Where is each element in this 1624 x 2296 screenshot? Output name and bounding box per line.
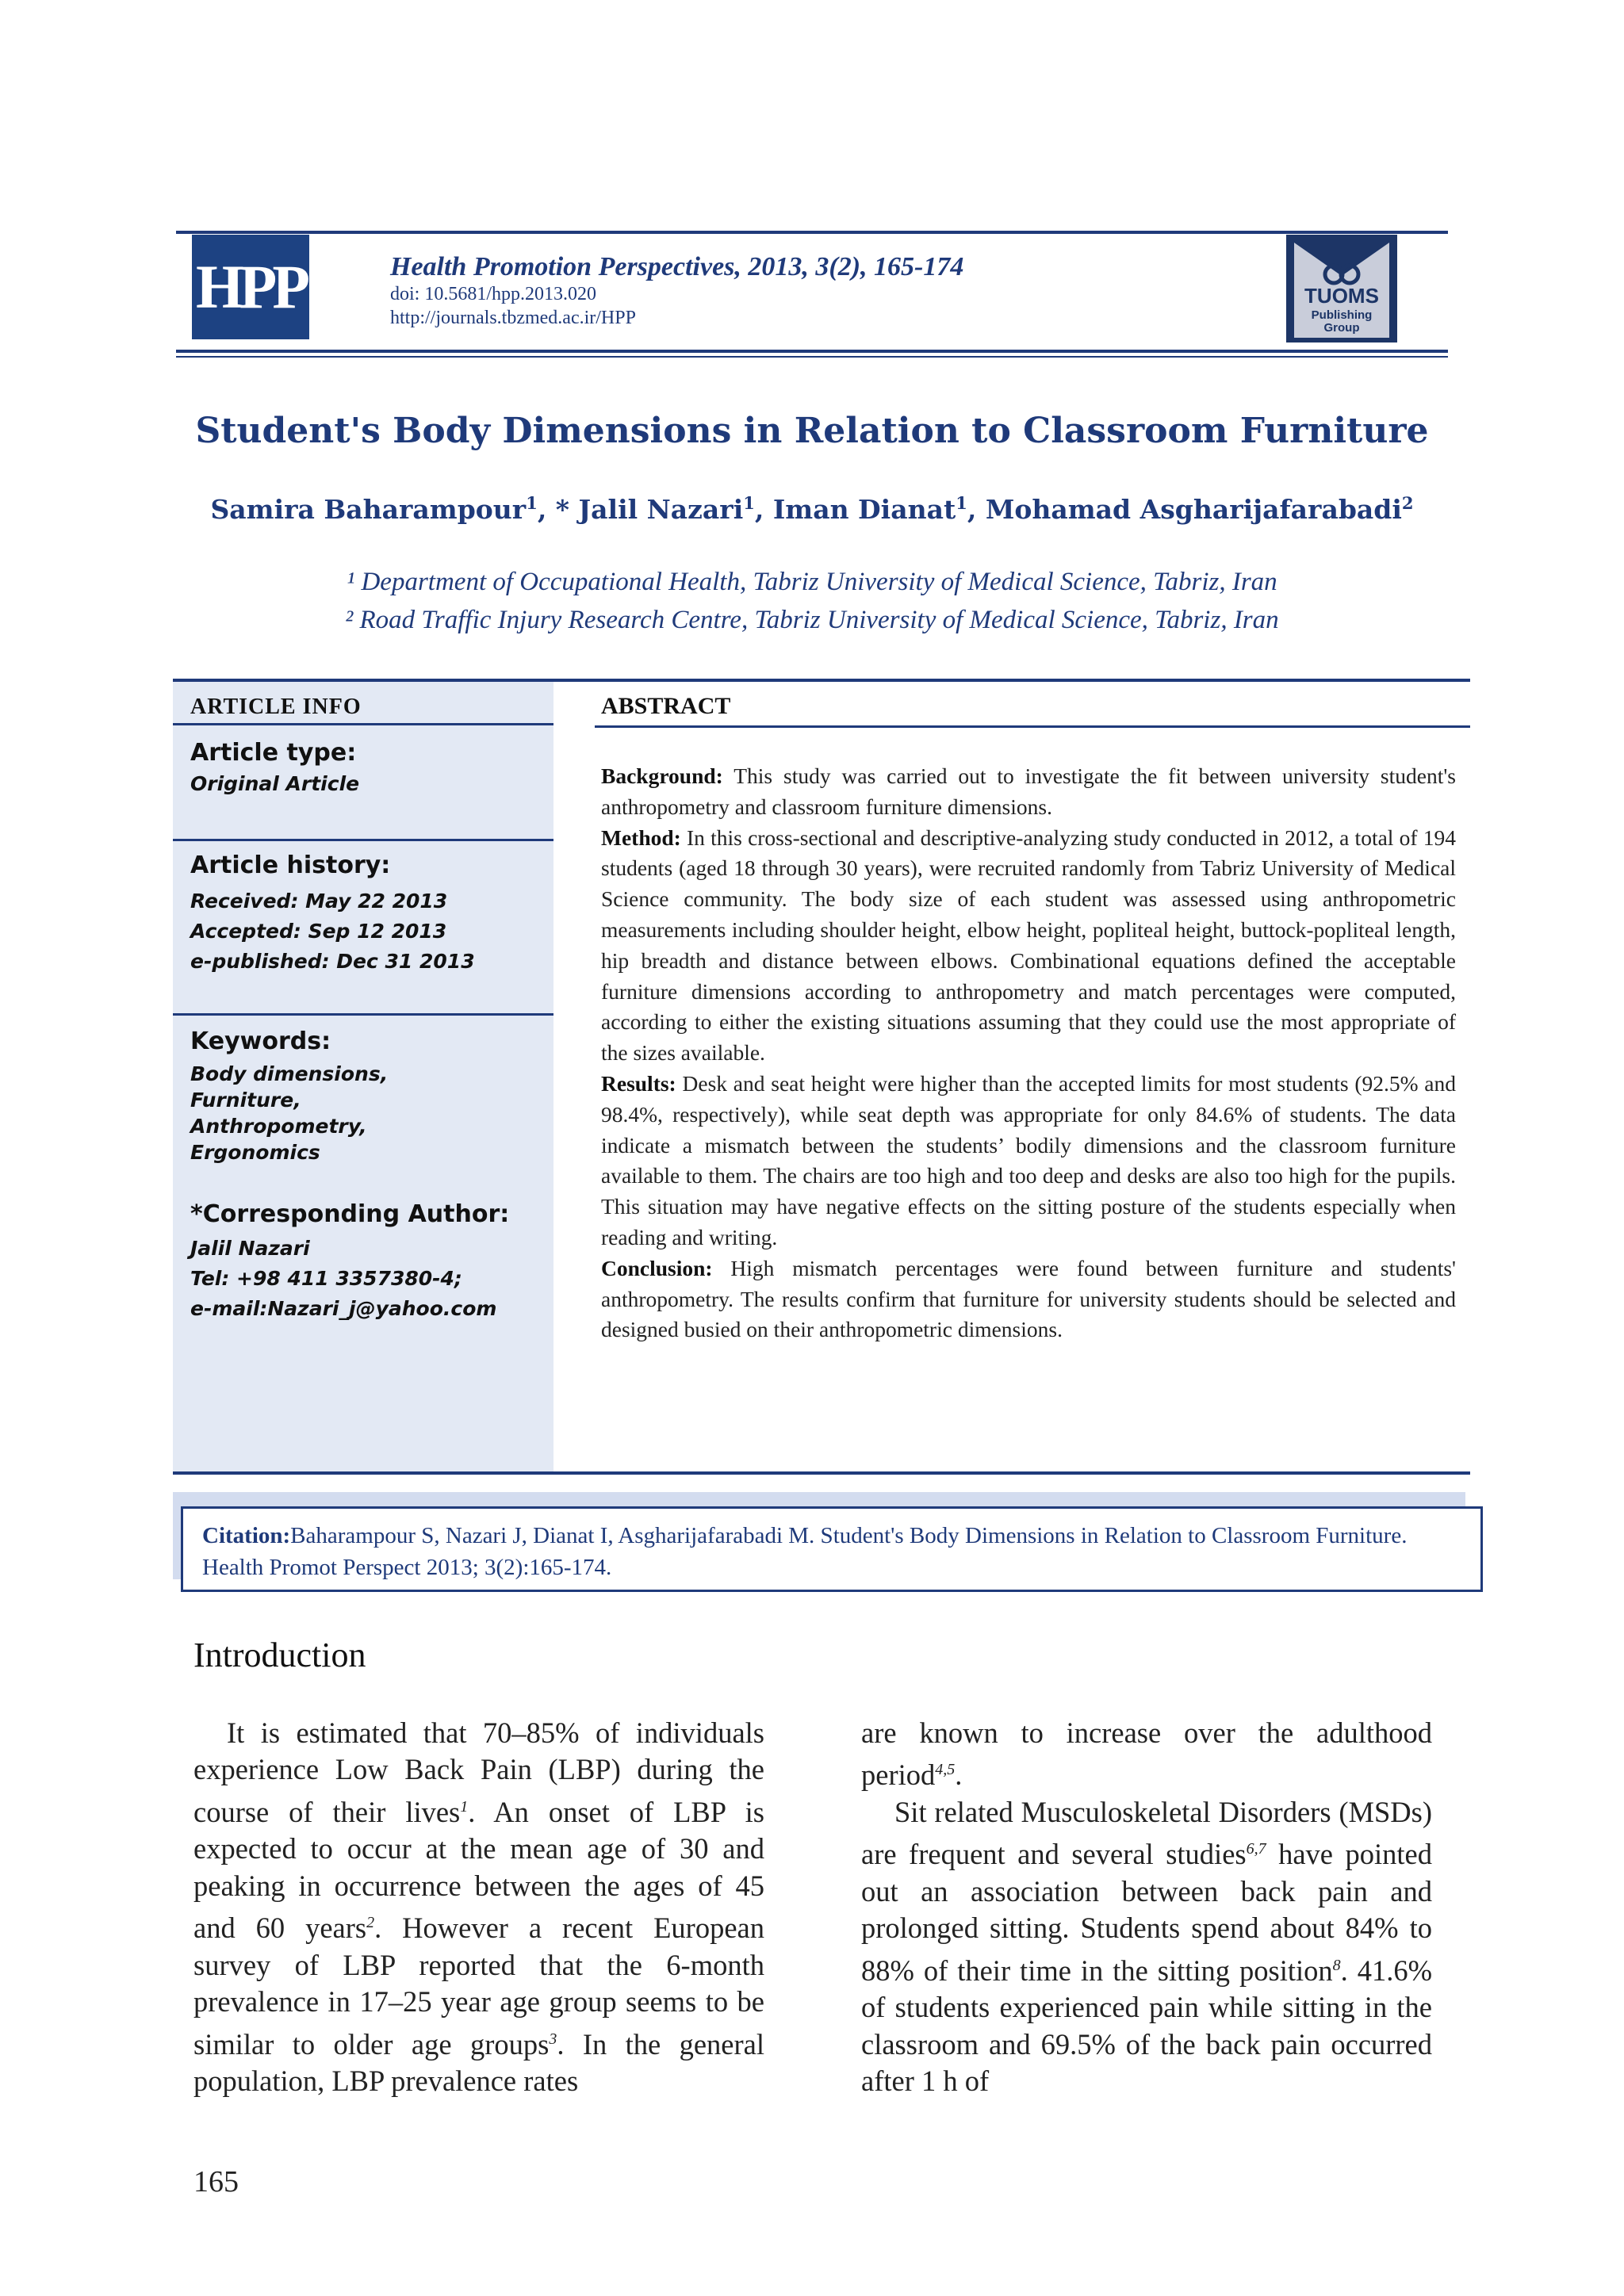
author-affiliation-mark: 1 [743, 493, 755, 513]
abstract-method [601, 823, 1456, 1069]
abstract-heading: ABSTRACT [601, 693, 731, 719]
tuoms-logo-line2: Publishing [1311, 308, 1373, 322]
corresponding-author-name: Jalil Nazari [190, 1237, 310, 1260]
reference-mark[interactable]: 4,5 [935, 1761, 956, 1779]
abstract-label: Method: [601, 825, 681, 850]
intro-text: It is estimated that 70–85% of individuals experience Low Back Pain (LBP) during the course of their lives [193, 1716, 764, 1828]
author-affiliation-mark: 1 [956, 493, 967, 513]
author-name: Iman Dianat [772, 494, 956, 525]
intro-text: . In the general population, LBP prevalence rates [193, 2027, 764, 2098]
reference-mark[interactable]: 2 [366, 1914, 375, 1932]
header-bottom-rule [176, 350, 1448, 353]
abstract-background [601, 761, 1456, 823]
journal-url[interactable]: http://journals.tbzmed.ac.ir/HPP [390, 308, 636, 328]
author-affiliation-mark: 1 [526, 493, 538, 513]
reference-mark[interactable]: 8 [1332, 1956, 1341, 1974]
hpp-logo-text: HPP [196, 252, 305, 321]
received-date: Received: May 22 2013 [190, 890, 448, 913]
intro-text: . 41.6% of students experienced pain while sitting in the classroom and 69.5% of the back pain occurred after 1 h of [861, 1954, 1433, 2098]
affiliation-1: ¹ Department of Occupational Health, Tabriz University of Medical Science, Tabriz, Iran [347, 568, 1277, 596]
author-name: Samira Baharampour [210, 494, 527, 525]
affiliation-2: ² Road Traffic Injury Research Centre, Tabriz University of Medical Science, Tabriz, Iran [345, 606, 1279, 634]
info-separator [173, 723, 553, 725]
intro-paragraph [861, 1794, 1432, 2100]
article-type-label: Article type: [190, 739, 357, 767]
intro-text: . An onset of LBP is expected to occur at the mean age of 30 and peaking in occurrence between the ages of 45 and 60 years [193, 1795, 764, 1945]
keyword: Anthropometry, [190, 1115, 367, 1138]
author-separator: , [537, 494, 556, 525]
header-top-rule [176, 231, 1448, 234]
tuoms-logo-name: TUOMS [1304, 284, 1379, 308]
keyword: Ergonomics [190, 1141, 320, 1164]
article-info-heading: ARTICLE INFO [190, 695, 362, 719]
abstract-text: Desk and seat height were higher than the accepted limits for most students (92.5% and 98.4%, respectively), while seat depth was appropriate for only 84.6% of students. The data indicate a mismatch between the students’ bodily dimensions and the classroom furniture available to them. The chairs are too high and too deep and desks are also too high for the pupils. This situation may have negative effects on the sitting posture of the students especially when reading and writing. [601, 1070, 1456, 1249]
author-name: Mohamad Asgharijafarabadi [985, 494, 1402, 525]
intro-paragraph [861, 1715, 1432, 1794]
accepted-date: Accepted: Sep 12 2013 [190, 920, 447, 943]
abstract-text: In this cross-sectional and descriptive-analyzing study conducted in 2012, a total of 194 students (aged 18 through 30 years), were recruited randomly from Tabriz University of Medical Science community. The body size of each student was assessed using anthropometric measurements including shoulder height, elbow height, popliteal height, buttock-popliteal length, hip breadth and distance between elbows. Combinational equations defined the acceptable furniture dimensions according to anthropometry and match percentages were computed, according to either the existing situations assuming that they could use the most appropriate of the sizes available. [601, 825, 1456, 1066]
intro-text: have pointed out an association between back pain and prolonged sitting. Students spend about 84% to 88% of their time in the sitting position [861, 1838, 1432, 1987]
article-info-panel [173, 682, 553, 1471]
intro-text: Sit related Musculoskeletal Disorders (MSDs) are frequent and several studies [861, 1795, 1432, 1871]
introduction-heading: Introduction [193, 1636, 366, 1674]
journal-doi[interactable]: doi: 10.5681/hpp.2013.020 [390, 284, 597, 304]
abstract-body [601, 761, 1456, 1345]
reference-mark[interactable]: 1 [460, 1797, 469, 1816]
intro-column-right [861, 1715, 1432, 2100]
reference-mark[interactable]: 6,7 [1246, 1840, 1266, 1858]
reference-mark[interactable]: 3 [549, 2030, 557, 2048]
author-list [0, 493, 1624, 525]
author-name: * Jalil Nazari [555, 494, 744, 525]
intro-paragraph [193, 1715, 764, 2100]
abstract-text: This study was carried out to investigate the fit between university student's anthropometry and classroom furniture dimensions. [601, 763, 1456, 819]
article-history-label: Article history: [190, 851, 391, 879]
info-separator [173, 839, 553, 841]
info-separator [173, 1013, 553, 1016]
paper-title: Student's Body Dimensions in Relation to Classroom Furniture [195, 411, 1429, 451]
keywords-label: Keywords: [190, 1027, 331, 1055]
abstract-text: High mismatch percentages were found between furniture and students' anthropometry. The results confirm that furniture for university students should be selected and designed busied on their anthropometric dimensions. [601, 1255, 1456, 1342]
author-separator: , [754, 494, 773, 525]
intro-text: . However a recent European survey of LBP reported that the 6-month prevalence in 17–25 year age group seems to be similar to older age groups [193, 1911, 764, 2061]
intro-column-left [193, 1715, 764, 2100]
article-type-value: Original Article [190, 772, 360, 795]
hpp-logo [192, 235, 309, 339]
citation-label: Citation: [202, 1523, 291, 1548]
author-separator: , [967, 494, 986, 525]
corresponding-author-label: *Corresponding Author: [190, 1200, 510, 1228]
author-affiliation-mark: 2 [1401, 493, 1414, 513]
abstract-label: Conclusion: [601, 1255, 713, 1280]
abstract-label: Results: [601, 1070, 676, 1096]
header-bottom-rule-thin [176, 356, 1448, 358]
keyword-list [190, 1061, 388, 1165]
abstract-conclusion [601, 1253, 1456, 1345]
journal-title: Health Promotion Perspectives, 2013, 3(2), 165-174 [390, 252, 964, 281]
info-box-bottom-rule [173, 1471, 1470, 1475]
abstract-rule [595, 725, 1470, 728]
keyword: Body dimensions, [190, 1062, 389, 1085]
intro-text: . [955, 1758, 963, 1792]
corresponding-author-tel: Tel: +98 411 3357380-4; [190, 1267, 462, 1290]
tuoms-logo-line3: Group [1323, 321, 1360, 335]
citation-text: Baharampour S, Nazari J, Dianat I, Asgharijafarabadi M. Student's Body Dimensions in Relation to Classroom Furniture. Health Promot Perspect 2013; 3(2):165-174. [202, 1523, 1408, 1580]
page-number: 165 [193, 2165, 239, 2198]
intro-text: are known to increase over the adulthood period [861, 1716, 1432, 1792]
published-date: e-published: Dec 31 2013 [190, 950, 475, 973]
tuoms-logo [1286, 235, 1397, 342]
citation-box [181, 1506, 1483, 1592]
abstract-results [601, 1069, 1456, 1253]
corresponding-author-email[interactable]: e-mail:Nazari_j@yahoo.com [190, 1297, 497, 1320]
abstract-label: Background: [601, 763, 723, 788]
keyword: Furniture, [190, 1089, 301, 1112]
